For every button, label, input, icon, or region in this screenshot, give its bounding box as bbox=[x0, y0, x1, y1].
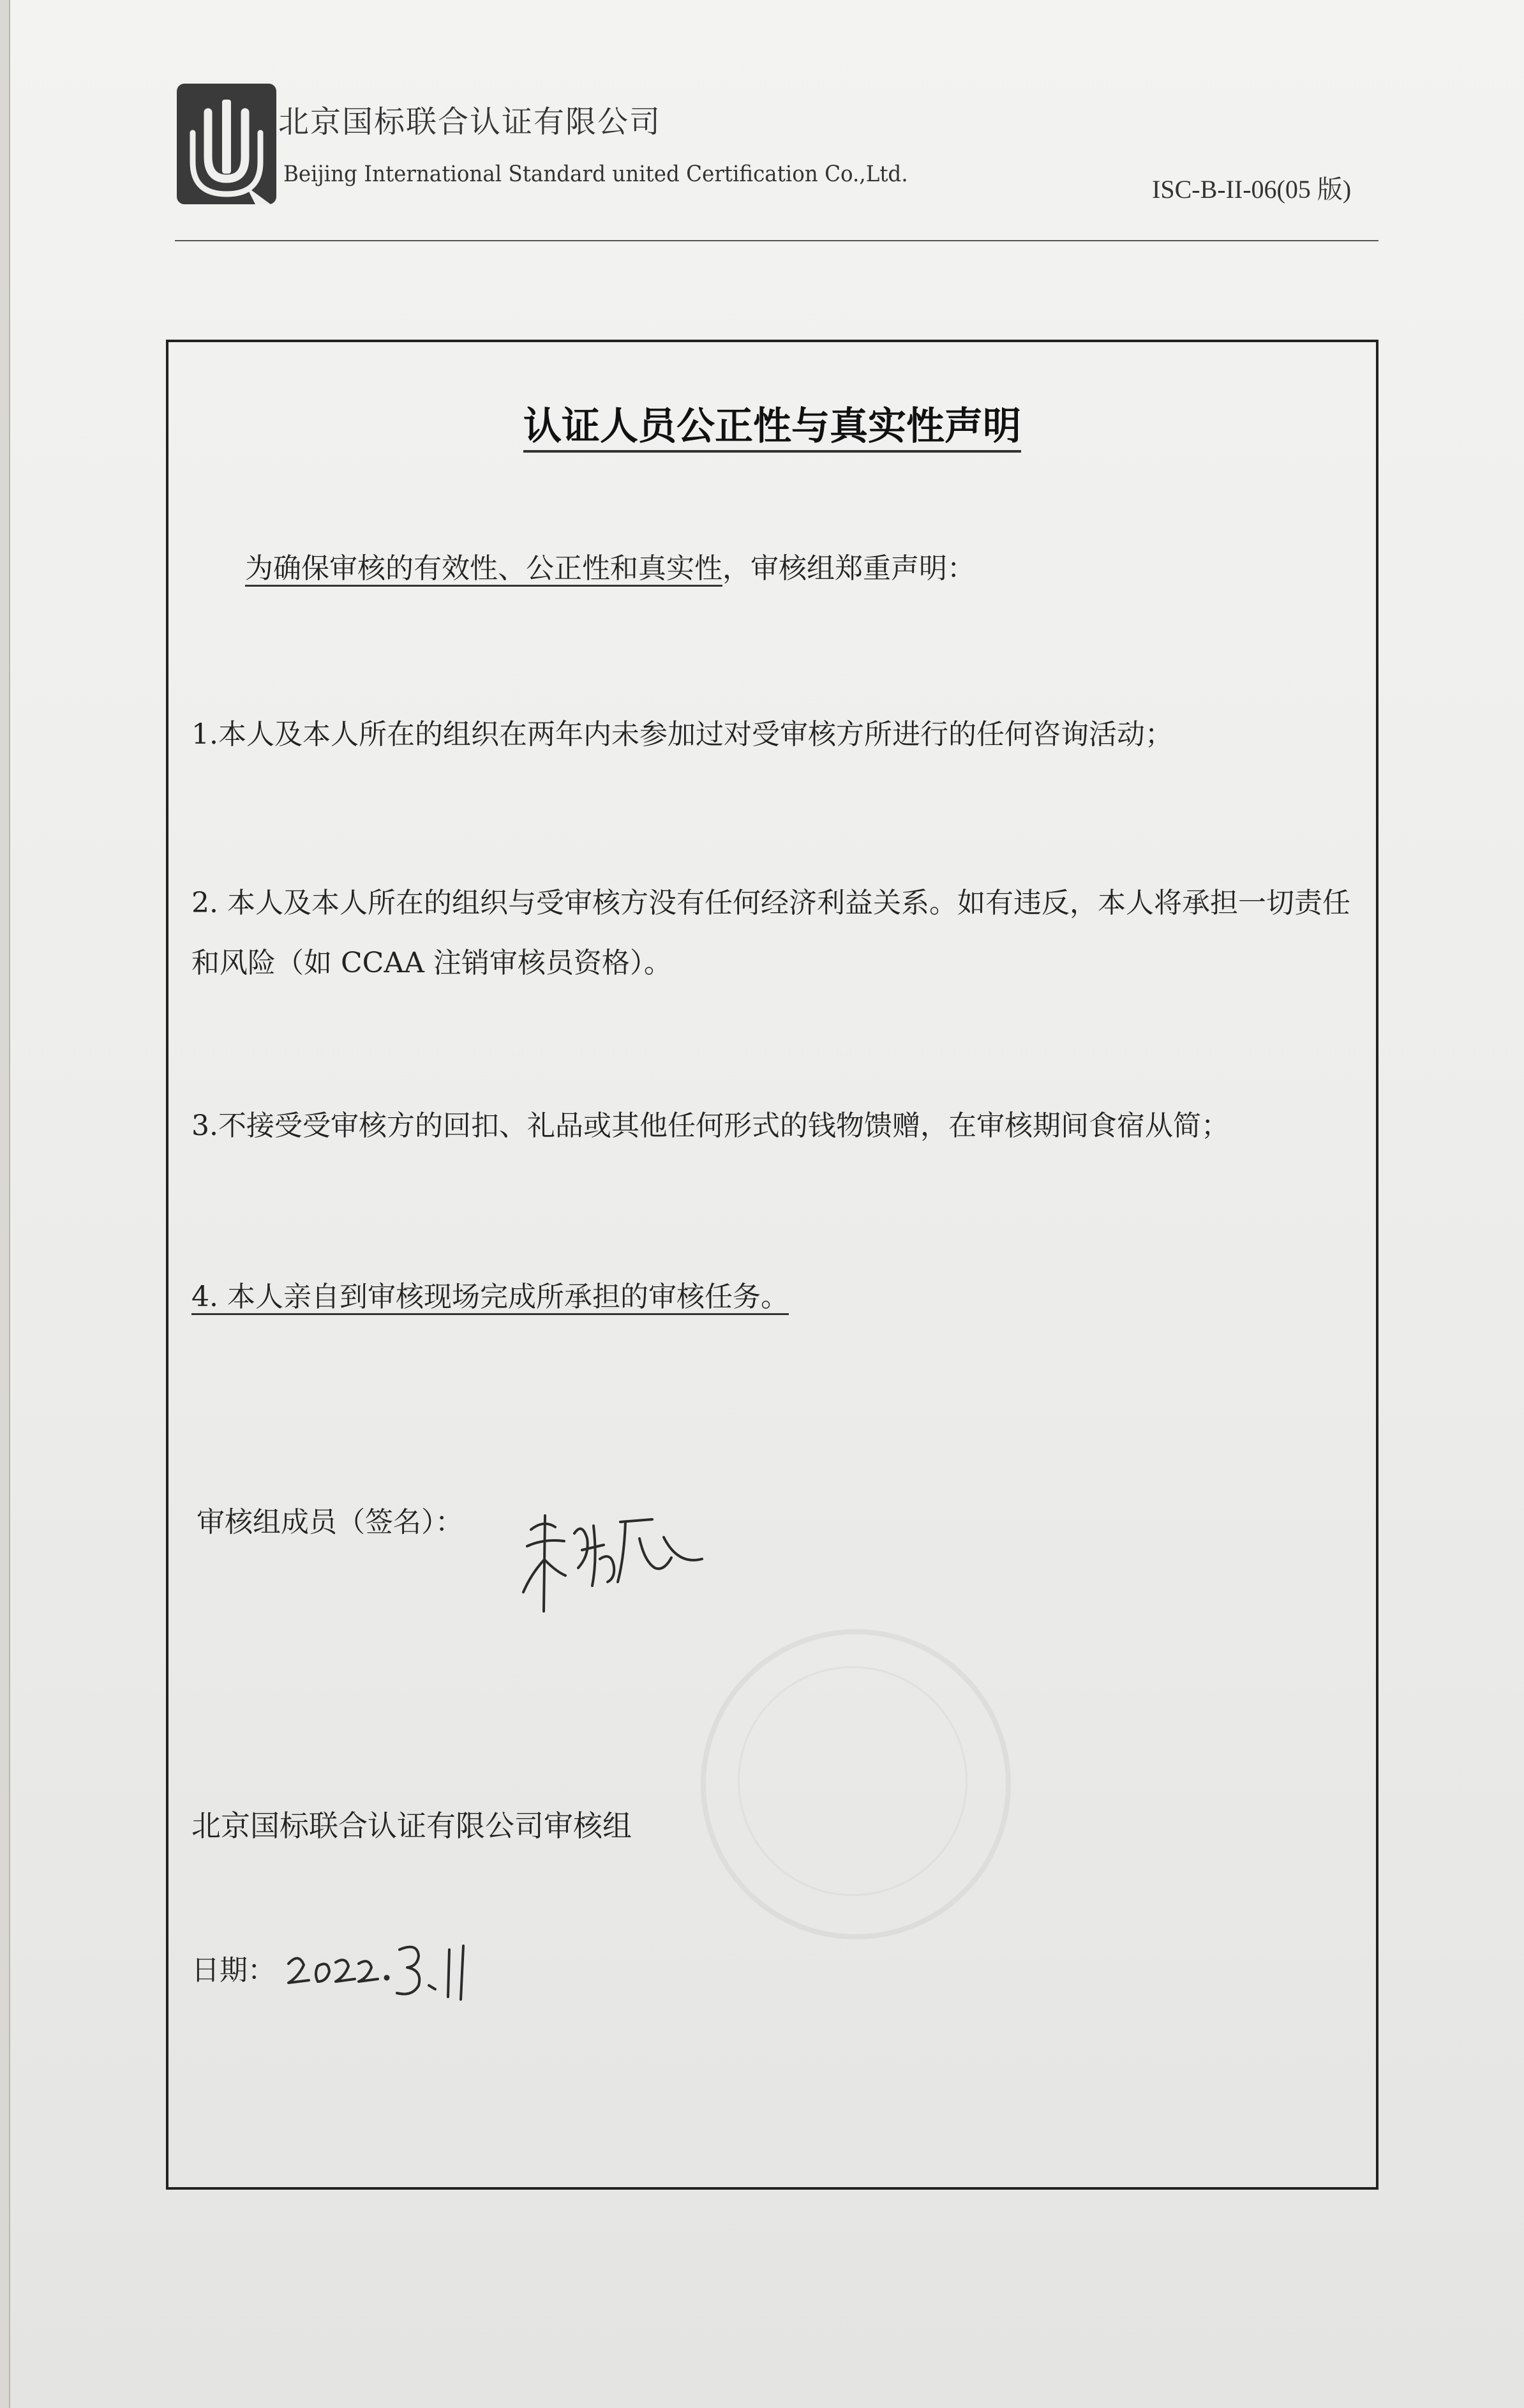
clause-2: 2. 本人及本人所在的组织与受审核方没有任何经济利益关系。如有违反，本人将承担一切责任和风险（如 CCAA 注销审核员资格）。 bbox=[191, 887, 1350, 979]
handwritten-date-icon bbox=[282, 1930, 474, 2006]
company-name-en: Beijing International Standard united Certification Co.,Ltd. bbox=[283, 162, 908, 187]
clause-3: 3.不接受受审核方的回扣、礼品或其他任何形式的钱物馈赠，在审核期间食宿从简； bbox=[191, 1110, 1229, 1142]
intro-underlined: 为确保审核的有效性、公正性和真实性 bbox=[245, 552, 722, 587]
isc-logo-icon bbox=[175, 82, 278, 206]
intro-rest: ，审核组郑重声明： bbox=[722, 552, 975, 585]
header-divider bbox=[175, 240, 1378, 241]
clause-1: 1.本人及本人所在的组织在两年内未参加过对受审核方所进行的任何咨询活动； bbox=[191, 718, 1173, 751]
form-code: ISC-B-II-06(05 版) bbox=[1152, 175, 1352, 204]
audit-team-organization: 北京国标联合认证有限公司审核组 bbox=[191, 1809, 632, 1843]
document-page bbox=[9, 0, 1524, 2408]
signature-label: 审核组成员（签名）： bbox=[197, 1506, 463, 1539]
company-name-cn: 北京国标联合认证有限公司 bbox=[278, 104, 662, 140]
clause-4-text: 4. 本人亲自到审核现场完成所承担的审核任务。 bbox=[191, 1281, 789, 1315]
declaration-title-text: 认证人员公正性与真实性声明 bbox=[523, 404, 1021, 453]
handwritten-signature-icon bbox=[518, 1496, 710, 1618]
intro-statement bbox=[245, 545, 975, 586]
clause-4 bbox=[191, 1267, 789, 1327]
declaration-frame bbox=[166, 340, 1378, 2190]
date-label: 日期： bbox=[191, 1954, 276, 1987]
declaration-title bbox=[168, 396, 1376, 451]
